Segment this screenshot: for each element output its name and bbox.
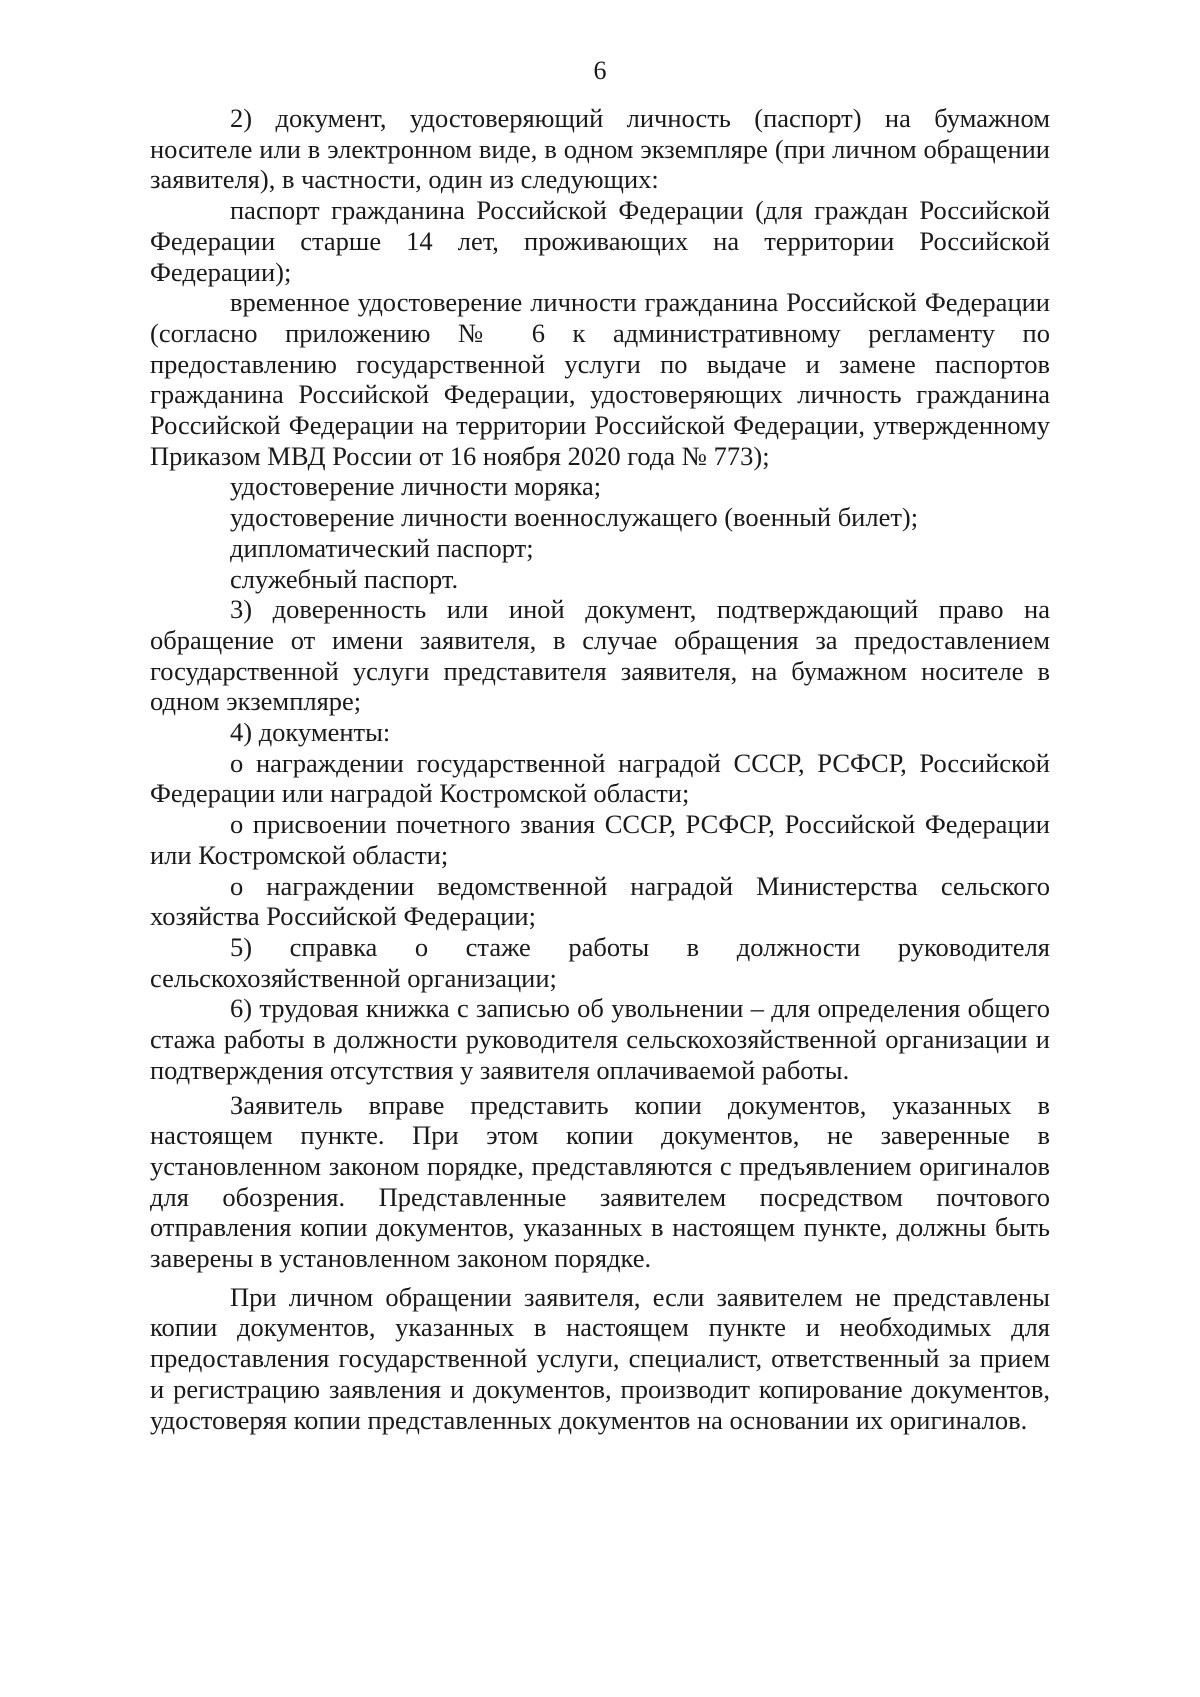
paragraph-temporary-id: временное удостоверение личности гражданина Российской Федерации (согласно приложению № 6 к административному регламенту по предоставлению государственной услуги по выдаче и замене паспортов гражданина Российской Федерации, удостоверяющих личность гражданина Российской Федерации на территории Российской Федерации, утвержденному Приказом МВД России от 16 ноября 2020 года № 773); [150, 287, 1050, 471]
paragraph-seaman-id: удостоверение личности моряка; [230, 471, 602, 502]
paragraph-item-6: 6) трудовая книжка с записью об увольнении – для определения общего стажа работы в должности руководителя сельскохозяйственной организации и подтверждения отсутствия у заявителя оплачиваемой работы. [150, 993, 1050, 1085]
paragraph-item-5: 5) справка о стаже работы в должности руководителя сельскохозяйственной организации; [150, 931, 1050, 993]
paragraph-item-2: 2) документ, удостоверяющий личность (паспорт) на бумажном носителе или в электронном виде, в одном экземпляре (при личном обращении заявителя), в частности, один из следующих: [150, 103, 1050, 195]
paragraph-copies-right: Заявитель вправе представить копии документов, указанных в настоящем пункте. При этом копии документов, не заверенные в установленном законом порядке, представляются с предъявлением оригиналов для обозрения. Представленные заявителем посредством почтового отправления копии документов, указанных в настоящем пункте, должны быть заверены в установленном законом порядке. [150, 1089, 1050, 1274]
page-number: 6 [593, 56, 607, 85]
paragraph-honorary-title: о присвоении почетного звания СССР, РСФСР, Российской Федерации или Костромской области; [150, 809, 1050, 870]
document-body [150, 103, 1050, 1435]
paragraph-military-id: удостоверение личности военнослужащего (военный билет); [230, 502, 919, 533]
paragraph-state-award: о награждении государственной наградой СССР, РСФСР, Российской Федерации или наградой Костромской области; [150, 747, 1050, 809]
paragraph-departmental-award: о награждении ведомственной наградой Министерства сельского хозяйства Российской Федерации; [150, 870, 1050, 932]
paragraph-item-3: 3) доверенность или иной документ, подтверждающий право на обращение от имени заявителя, в случае обращения за предоставлением государственной услуги представителя заявителя, на бумажном носителе в одном экземпляре; [150, 594, 1050, 717]
paragraph-item-4: 4) документы: [230, 717, 391, 748]
paragraph-passport-rf: паспорт гражданина Российской Федерации (для граждан Российской Федерации старше 14 лет, проживающих на территории Российской Федерации); [150, 195, 1050, 287]
paragraph-service-passport: служебный паспорт. [230, 563, 459, 594]
paragraph-diplomatic-passport: дипломатический паспорт; [230, 532, 534, 563]
paragraph-personal-appeal: При личном обращении заявителя, если заявителем не представлены копии документов, указанных в настоящем пункте и необходимых для предоставления государственной услуги, специалист, ответственный за прием и регистрацию заявления и документов, производит копирование документов, удостоверяя копии представленных документов на основании их оригиналов. [150, 1281, 1050, 1435]
